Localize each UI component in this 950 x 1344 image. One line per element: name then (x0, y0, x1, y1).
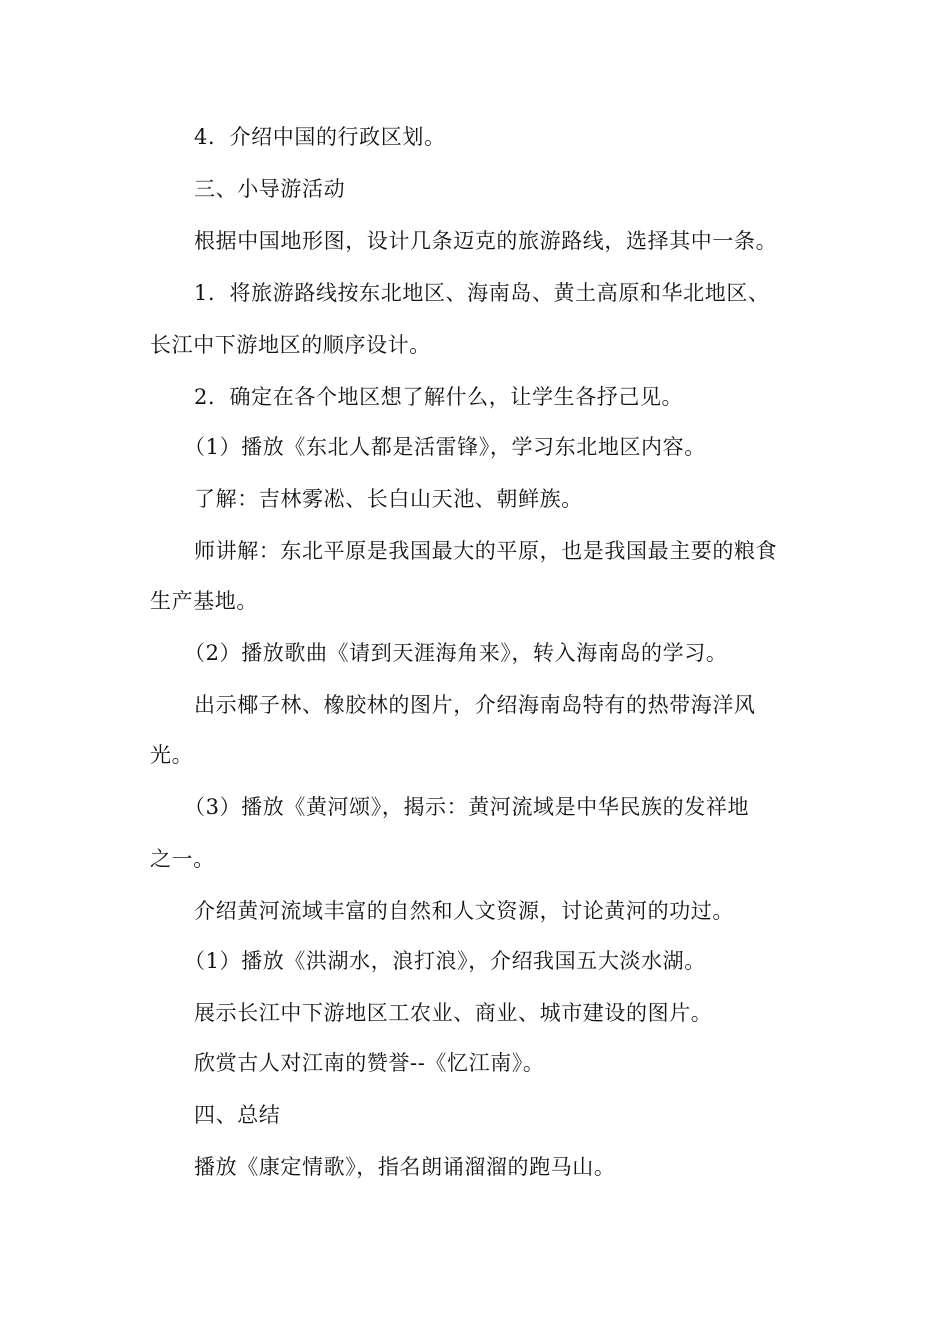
paragraph-line: （3）播放《黄河颂》，揭示：黄河流域是中华民族的发祥地 (184, 795, 750, 819)
paragraph-line: 2．确定在各个地区想了解什么，让学生各抒己见。 (194, 385, 684, 409)
paragraph-line: 出示椰子林、橡胶林的图片，介绍海南岛特有的热带海洋风 (194, 693, 756, 717)
paragraph-line: （2）播放歌曲《请到天涯海角来》，转入海南岛的学习。 (184, 641, 728, 665)
paragraph-line: 根据中国地形图，设计几条迈克的旅游路线，选择其中一条。 (194, 229, 778, 253)
paragraph-line: 介绍黄河流域丰富的自然和人文资源，讨论黄河的功过。 (194, 899, 734, 923)
paragraph-line: 了解：吉林雾凇、长白山天池、朝鲜族。 (194, 487, 583, 511)
paragraph-line: 长江中下游地区的顺序设计。 (150, 333, 431, 357)
paragraph-line: 师讲解：东北平原是我国最大的平原，也是我国最主要的粮食 (194, 539, 778, 563)
paragraph-line: （1）播放《洪湖水，浪打浪》，介绍我国五大淡水湖。 (184, 949, 706, 973)
paragraph-line: 之一。 (150, 847, 215, 871)
section-heading: 四、总结 (194, 1103, 281, 1127)
paragraph-line: 欣赏古人对江南的赞誉--《忆江南》。 (194, 1051, 545, 1075)
paragraph-line: 播放《康定情歌》，指名朗诵溜溜的跑马山。 (194, 1155, 616, 1179)
paragraph-line: （1）播放《东北人都是活雷锋》，学习东北地区内容。 (184, 435, 706, 459)
paragraph-line: 光。 (150, 743, 194, 767)
paragraph-line: 4．介绍中国的行政区划。 (194, 125, 446, 149)
section-heading: 三、小导游活动 (194, 177, 346, 201)
paragraph-line: 1．将旅游路线按东北地区、海南岛、黄土高原和华北地区、 (194, 281, 770, 305)
paragraph-line: 生产基地。 (150, 589, 258, 613)
paragraph-line: 展示长江中下游地区工农业、商业、城市建设的图片。 (194, 1001, 713, 1025)
